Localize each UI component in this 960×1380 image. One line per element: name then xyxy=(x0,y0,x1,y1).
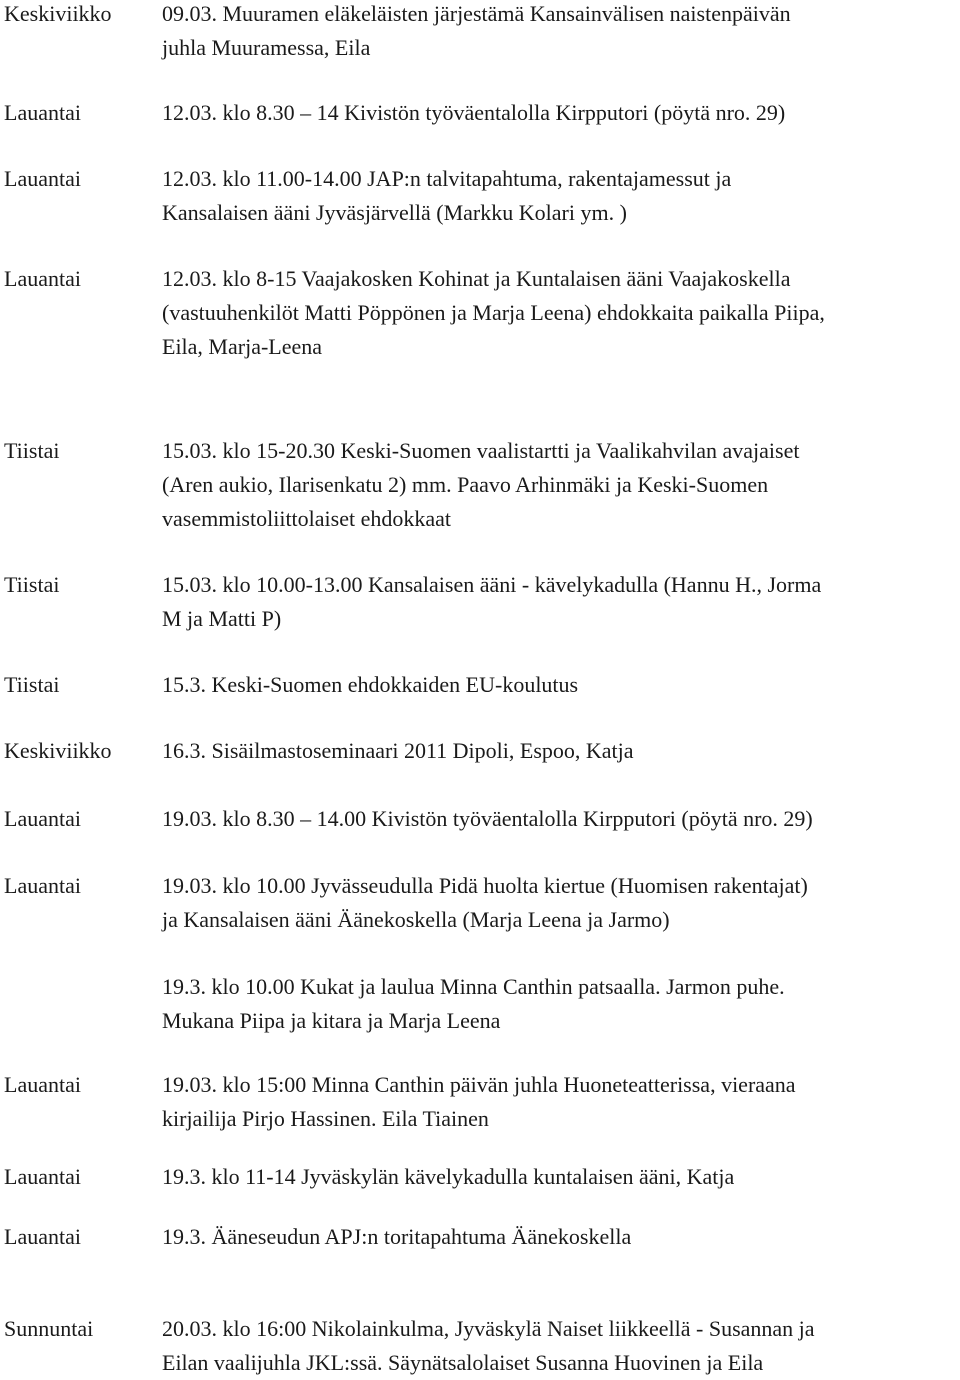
event-day: Lauantai xyxy=(4,1224,81,1249)
event-description: 15.3. Keski-Suomen ehdokkaiden EU-koulutus xyxy=(162,672,579,697)
event-day: Lauantai xyxy=(4,1164,81,1189)
event-description: 15.03. klo 15-20.30 Keski-Suomen vaalistartti ja Vaalikahvilan avajaiset (Aren aukio, Ilarisenkatu 2) mm. Paavo Arhinmäki ja Keski-Suomen vasemmistoliittolaiset ehdokkaat xyxy=(162,438,800,531)
event-day: Lauantai xyxy=(4,166,81,191)
event-description: 16.3. Sisäilmastoseminaari 2011 Dipoli, Espoo, Katja xyxy=(162,738,634,763)
event-description: 09.03. Muuramen eläkeläisten järjestämä Kansainvälisen naistenpäivän juhla Muuramessa, Eila xyxy=(162,1,791,60)
event-description: 19.3. Ääneseudun APJ:n toritapahtuma Äänekoskella xyxy=(162,1224,632,1249)
event-day: Tiistai xyxy=(4,572,60,597)
event-day: Lauantai xyxy=(4,806,81,831)
event-description: 20.03. klo 16:00 Nikolainkulma, Jyväskylä Naiset liikkeellä - Susannan ja Eilan vaalijuhla JKL:ssä. Säynätsalolaiset Susanna Huovinen ja Eila xyxy=(162,1316,815,1375)
event-day: Tiistai xyxy=(4,672,60,697)
event-description: 12.03. klo 11.00-14.00 JAP:n talvitapahtuma, rakentajamessut ja Kansalaisen ääni Jyväsjärvellä (Markku Kolari ym. ) xyxy=(162,166,732,225)
event-description: 12.03. klo 8.30 – 14 Kivistön työväentalolla Kirpputori (pöytä nro. 29) xyxy=(162,100,786,125)
event-description: 19.3. klo 10.00 Kukat ja laulua Minna Canthin patsaalla. Jarmon puhe. Mukana Piipa ja kitara ja Marja Leena xyxy=(162,974,785,1033)
event-day: Lauantai xyxy=(4,266,81,291)
event-description: 19.03. klo 15:00 Minna Canthin päivän juhla Huoneteatterissa, vieraana kirjailija Pirjo Hassinen. Eila Tiainen xyxy=(162,1072,796,1131)
event-description: 15.03. klo 10.00-13.00 Kansalaisen ääni - kävelykadulla (Hannu H., Jorma M ja Matti P) xyxy=(162,572,822,631)
event-description: 19.03. klo 8.30 – 14.00 Kivistön työväentalolla Kirpputori (pöytä nro. 29) xyxy=(162,806,813,831)
event-day: Lauantai xyxy=(4,100,81,125)
event-day: Sunnuntai xyxy=(4,1316,94,1341)
event-description: 19.3. klo 11-14 Jyväskylän kävelykadulla kuntalaisen ääni, Katja xyxy=(162,1164,735,1189)
event-description: 19.03. klo 10.00 Jyvässeudulla Pidä huolta kiertue (Huomisen rakentajat) ja Kansalaisen ääni Äänekoskella (Marja Leena ja Jarmo) xyxy=(162,873,808,932)
event-day: Keskiviikko xyxy=(4,1,112,26)
event-day: Lauantai xyxy=(4,1072,81,1097)
event-day: Tiistai xyxy=(4,438,60,463)
event-day: Keskiviikko xyxy=(4,738,112,763)
event-day: Lauantai xyxy=(4,873,81,898)
event-description: 12.03. klo 8-15 Vaajakosken Kohinat ja Kuntalaisen ääni Vaajakoskella (vastuuhenkilöt Matti Pöppönen ja Marja Leena) ehdokkaita paikalla Piipa, Eila, Marja-Leena xyxy=(162,266,825,359)
